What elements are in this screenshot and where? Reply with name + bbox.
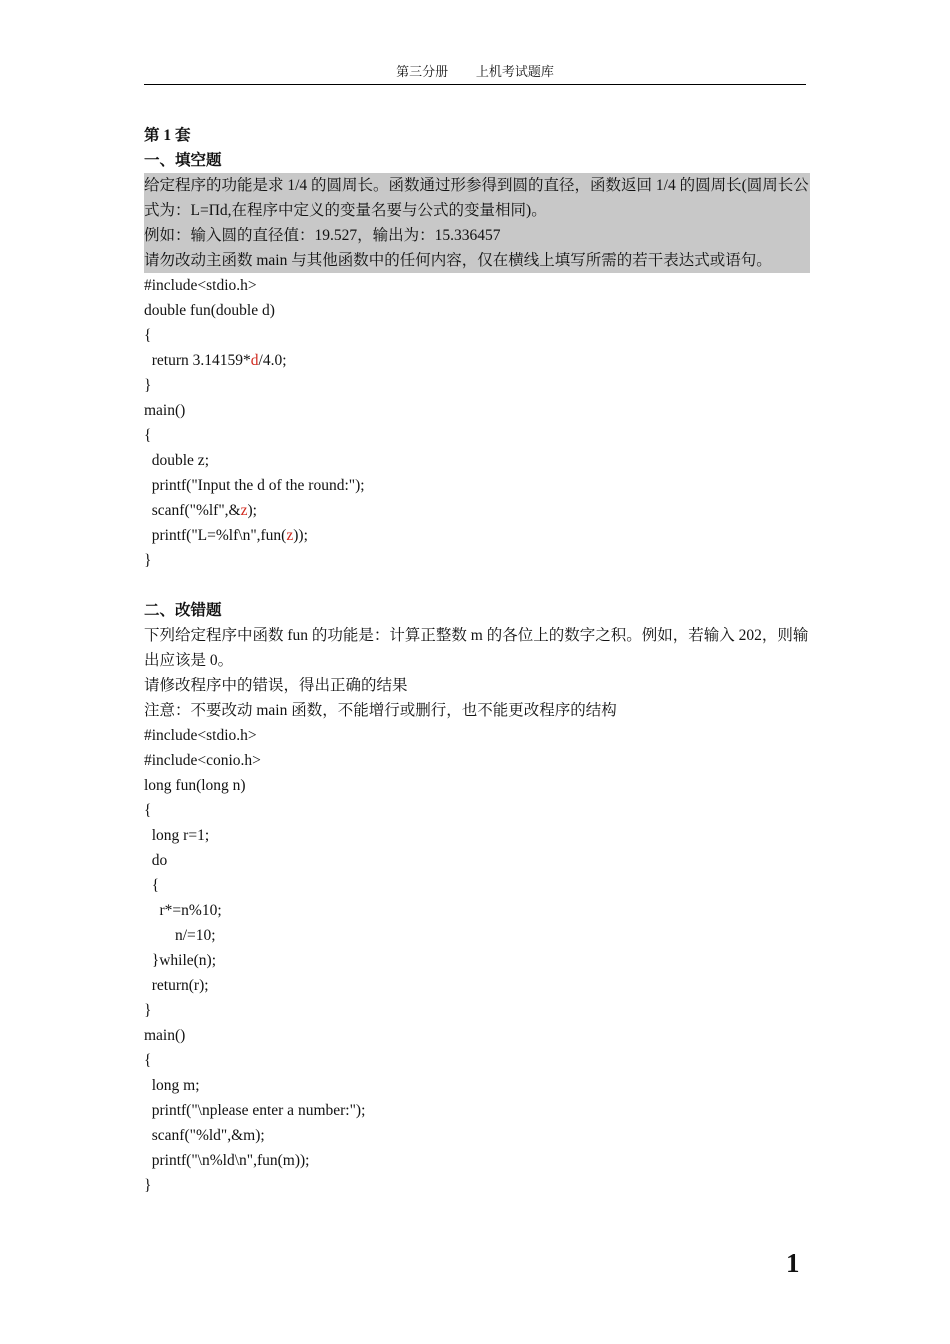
code-line: do xyxy=(144,852,168,869)
code-line: { xyxy=(144,327,152,344)
code-line: #include<conio.h> xyxy=(144,752,261,769)
blank-answer: d xyxy=(250,352,259,369)
section2-code xyxy=(144,723,810,1198)
code-line: n/=10; xyxy=(144,927,216,944)
blank-answer: z xyxy=(286,527,294,544)
page-number: 1 xyxy=(786,1248,800,1278)
code-line: }while(n); xyxy=(144,952,217,969)
code-line: r*=n%10; xyxy=(144,902,222,919)
code-line: } xyxy=(144,552,152,569)
code-line: double z; xyxy=(144,452,209,469)
section2-desc-note: 注意：不要改动 main 函数，不能增行或删行，也不能更改程序的结构 xyxy=(144,702,617,719)
code-line: long r=1; xyxy=(144,827,210,844)
code-line: return(r); xyxy=(144,977,209,994)
code-line: printf("Input the d of the round:"); xyxy=(144,477,365,494)
section1-code xyxy=(144,273,810,573)
code-line: #include<stdio.h> xyxy=(144,277,257,294)
code-segment: /4.0; xyxy=(258,352,287,369)
page-header xyxy=(144,64,806,85)
blank-answer: z xyxy=(240,502,248,519)
code-segment: printf("L=%lf\n",fun( xyxy=(144,527,287,544)
code-line: double fun(double d) xyxy=(144,302,275,319)
code-line xyxy=(144,348,810,373)
code-segment: scanf("%lf",& xyxy=(144,502,241,519)
code-line: } xyxy=(144,1002,152,1019)
code-line: main() xyxy=(144,1027,186,1044)
section2-title: 二、改错题 xyxy=(144,602,222,619)
code-line: printf("\nplease enter a number:"); xyxy=(144,1102,366,1119)
code-segment: return 3.14159* xyxy=(144,352,251,369)
code-line: } xyxy=(144,1177,152,1194)
section-spacer xyxy=(144,573,810,598)
code-line: printf("\n%ld\n",fun(m)); xyxy=(144,1152,310,1169)
code-segment: ); xyxy=(247,502,257,519)
set-title: 第 1 套 xyxy=(144,127,191,144)
document-body xyxy=(144,123,810,1198)
section1-desc-instruction: 请勿改动主函数 main 与其他函数中的任何内容，仅在横线上填写所需的若干表达式或语句。 xyxy=(144,248,810,273)
header-volume: 第三分册 xyxy=(396,65,449,80)
code-line: { xyxy=(144,1052,152,1069)
code-line xyxy=(144,498,810,523)
code-line: scanf("%ld",&m); xyxy=(144,1127,265,1144)
header-title: 上机考试题库 xyxy=(475,65,554,80)
code-line: long m; xyxy=(144,1077,200,1094)
section1-desc-example: 例如：输入圆的直径值：19.527，输出为：15.336457 xyxy=(144,223,810,248)
code-line xyxy=(144,523,810,548)
section2-desc-instruction: 请修改程序中的错误，得出正确的结果 xyxy=(144,677,408,694)
section1-title: 一、填空题 xyxy=(144,152,222,169)
code-line: long fun(long n) xyxy=(144,777,246,794)
section2-desc-function: 下列给定程序中函数 fun 的功能是：计算正整数 m 的各位上的数字之积。例如，若输入 202，则输出应该是 0。 xyxy=(144,627,809,669)
section1-desc-function: 给定程序的功能是求 1/4 的圆周长。函数通过形参得到圆的直径，函数返回 1/4 的圆周长(圆周长公式为：L=Πd,在程序中定义的变量名要与公式的变量相同)。 xyxy=(144,173,810,223)
code-line: { xyxy=(144,877,160,894)
code-line: } xyxy=(144,377,152,394)
code-line: { xyxy=(144,427,152,444)
code-line: main() xyxy=(144,402,186,419)
code-line: #include<stdio.h> xyxy=(144,727,257,744)
code-line: { xyxy=(144,802,152,819)
code-segment: )); xyxy=(293,527,308,544)
